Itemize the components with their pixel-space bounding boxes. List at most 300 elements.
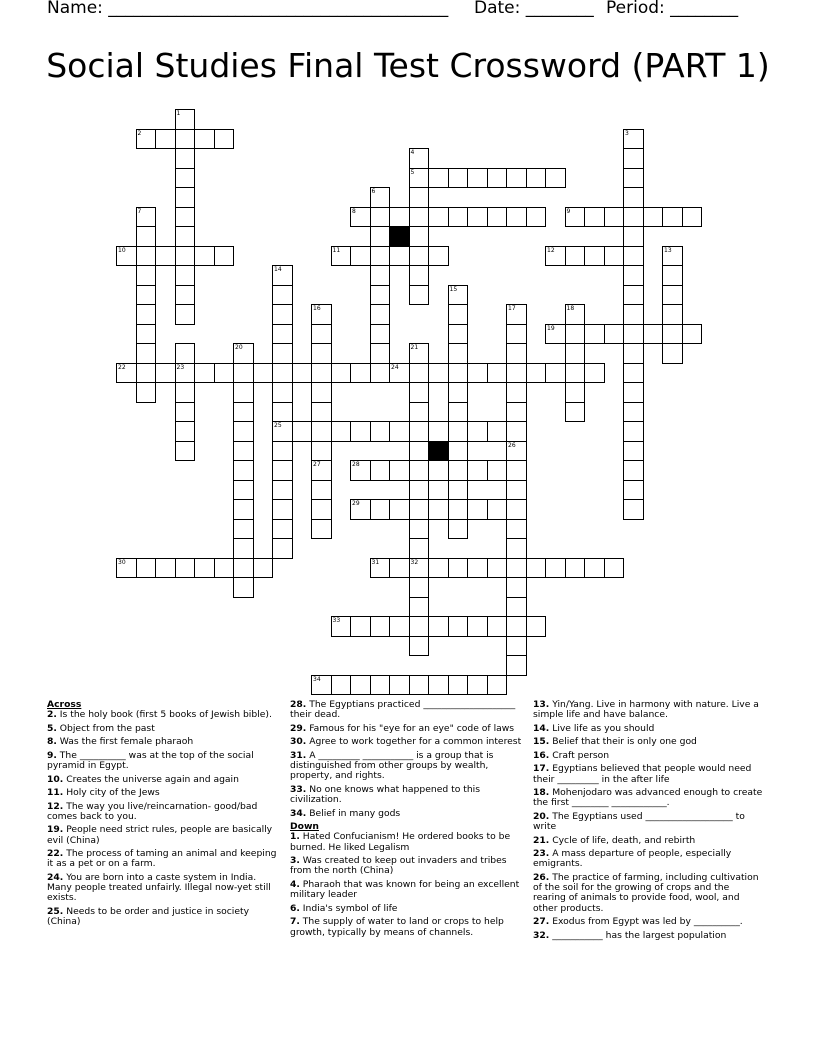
grid-cell[interactable] bbox=[136, 226, 157, 247]
grid-cell[interactable] bbox=[565, 324, 586, 345]
grid-cell[interactable] bbox=[467, 363, 488, 384]
grid-cell[interactable] bbox=[526, 168, 547, 189]
grid-cell[interactable] bbox=[233, 402, 254, 423]
clue-item bbox=[47, 751, 279, 772]
grid-cell[interactable] bbox=[116, 363, 137, 384]
grid-cell[interactable] bbox=[311, 519, 332, 540]
grid-cell[interactable] bbox=[136, 246, 157, 267]
grid-cell[interactable] bbox=[370, 304, 391, 325]
grid-cell[interactable] bbox=[350, 675, 371, 696]
grid-cell[interactable] bbox=[350, 246, 371, 267]
grid-cell[interactable] bbox=[136, 129, 157, 150]
grid-cell[interactable] bbox=[389, 558, 410, 579]
grid-cell[interactable] bbox=[409, 207, 430, 228]
grid-cell[interactable] bbox=[155, 129, 176, 150]
grid-cell[interactable] bbox=[311, 343, 332, 364]
grid-cell[interactable] bbox=[409, 675, 430, 696]
grid-cell[interactable] bbox=[428, 675, 449, 696]
grid-cell[interactable] bbox=[545, 558, 566, 579]
grid-cell[interactable] bbox=[370, 460, 391, 481]
grid-cell[interactable] bbox=[565, 382, 586, 403]
grid-cell[interactable] bbox=[331, 363, 352, 384]
grid-cell[interactable] bbox=[272, 519, 293, 540]
grid-cell[interactable] bbox=[448, 558, 469, 579]
grid-cell[interactable] bbox=[526, 207, 547, 228]
grid-cell[interactable] bbox=[662, 343, 683, 364]
grid-cell[interactable] bbox=[623, 499, 644, 520]
grid-cell[interactable] bbox=[448, 343, 469, 364]
grid-cell[interactable] bbox=[506, 636, 527, 657]
grid-cell[interactable] bbox=[565, 207, 586, 228]
grid-cell[interactable] bbox=[370, 343, 391, 364]
grid-cell[interactable] bbox=[155, 246, 176, 267]
grid-cell[interactable] bbox=[272, 363, 293, 384]
grid-cell[interactable] bbox=[506, 538, 527, 559]
grid-cell[interactable] bbox=[350, 363, 371, 384]
grid-cell[interactable] bbox=[623, 480, 644, 501]
grid-cell[interactable] bbox=[370, 499, 391, 520]
grid-cell[interactable] bbox=[272, 460, 293, 481]
grid-cell[interactable] bbox=[448, 324, 469, 345]
grid-cell[interactable] bbox=[350, 207, 371, 228]
grid-cell[interactable] bbox=[233, 499, 254, 520]
grid-cell[interactable] bbox=[623, 382, 644, 403]
grid-cell[interactable] bbox=[682, 207, 703, 228]
grid-cell[interactable] bbox=[370, 616, 391, 637]
grid-cell[interactable] bbox=[506, 616, 527, 637]
grid-cell[interactable] bbox=[292, 363, 313, 384]
grid-cell[interactable] bbox=[506, 460, 527, 481]
grid-cell[interactable] bbox=[136, 207, 157, 228]
grid-cell[interactable] bbox=[428, 168, 449, 189]
grid-cell[interactable] bbox=[623, 246, 644, 267]
grid-cell[interactable] bbox=[448, 480, 469, 501]
grid-cell[interactable] bbox=[311, 324, 332, 345]
clue-text: The Egyptians practiced ____________________ their dead. bbox=[290, 699, 516, 721]
grid-cell[interactable] bbox=[487, 421, 508, 442]
grid-cell[interactable] bbox=[409, 226, 430, 247]
grid-cell[interactable] bbox=[506, 207, 527, 228]
grid-cell[interactable] bbox=[506, 402, 527, 423]
grid-cell[interactable] bbox=[506, 558, 527, 579]
grid-cell[interactable] bbox=[506, 421, 527, 442]
clue-text: People need strict rules, people are basically evil (China) bbox=[47, 824, 273, 846]
grid-cell[interactable] bbox=[506, 382, 527, 403]
grid-cell[interactable] bbox=[467, 460, 488, 481]
grid-cell[interactable] bbox=[604, 324, 625, 345]
grid-cell[interactable] bbox=[175, 304, 196, 325]
clue-number: 9. bbox=[47, 749, 57, 761]
grid-cell[interactable] bbox=[370, 187, 391, 208]
grid-cell[interactable] bbox=[175, 109, 196, 130]
grid-cell[interactable] bbox=[467, 616, 488, 637]
grid-cell[interactable] bbox=[623, 207, 644, 228]
grid-cell[interactable] bbox=[662, 246, 683, 267]
grid-cell[interactable] bbox=[448, 363, 469, 384]
grid-cell[interactable] bbox=[506, 343, 527, 364]
grid-cell[interactable] bbox=[233, 382, 254, 403]
clue-item bbox=[47, 802, 279, 823]
grid-cell[interactable] bbox=[448, 441, 469, 462]
grid-cell[interactable] bbox=[506, 597, 527, 618]
grid-cell[interactable] bbox=[467, 421, 488, 442]
grid-cell[interactable] bbox=[175, 421, 196, 442]
grid-cell[interactable] bbox=[272, 285, 293, 306]
grid-cell[interactable] bbox=[272, 324, 293, 345]
grid-cell[interactable] bbox=[175, 343, 196, 364]
clue-number-label: 2 bbox=[137, 129, 142, 137]
clue-item bbox=[290, 880, 522, 901]
grid-block-cell bbox=[428, 441, 449, 462]
grid-cell[interactable] bbox=[643, 324, 664, 345]
grid-cell[interactable] bbox=[175, 382, 196, 403]
grid-cell[interactable] bbox=[428, 421, 449, 442]
grid-cell[interactable] bbox=[116, 246, 137, 267]
grid-cell[interactable] bbox=[545, 246, 566, 267]
grid-cell[interactable] bbox=[623, 129, 644, 150]
grid-cell[interactable] bbox=[311, 382, 332, 403]
grid-cell[interactable] bbox=[350, 499, 371, 520]
grid-cell[interactable] bbox=[467, 558, 488, 579]
grid-cell[interactable] bbox=[506, 363, 527, 384]
grid-cell[interactable] bbox=[428, 363, 449, 384]
clue-item bbox=[533, 751, 765, 761]
grid-cell[interactable] bbox=[194, 363, 215, 384]
grid-cell[interactable] bbox=[448, 421, 469, 442]
grid-cell[interactable] bbox=[175, 558, 196, 579]
grid-cell[interactable] bbox=[506, 480, 527, 501]
grid-cell[interactable] bbox=[194, 246, 215, 267]
clue-text: Live life as you should bbox=[549, 722, 655, 734]
grid-cell[interactable] bbox=[526, 616, 547, 637]
grid-cell[interactable] bbox=[409, 460, 430, 481]
clue-number: 17. bbox=[533, 763, 550, 775]
grid-cell[interactable] bbox=[370, 324, 391, 345]
grid-cell[interactable] bbox=[331, 246, 352, 267]
clue-item bbox=[533, 931, 765, 941]
clue-item bbox=[290, 904, 522, 914]
grid-cell[interactable] bbox=[389, 616, 410, 637]
grid-cell[interactable] bbox=[506, 324, 527, 345]
clue-number: 25. bbox=[47, 905, 64, 917]
grid-cell[interactable] bbox=[428, 499, 449, 520]
grid-cell[interactable] bbox=[136, 285, 157, 306]
grid-cell[interactable] bbox=[331, 675, 352, 696]
grid-cell[interactable] bbox=[214, 363, 235, 384]
grid-cell[interactable] bbox=[233, 538, 254, 559]
grid-cell[interactable] bbox=[175, 441, 196, 462]
grid-cell[interactable] bbox=[623, 187, 644, 208]
grid-cell[interactable] bbox=[623, 402, 644, 423]
grid-cell[interactable] bbox=[331, 616, 352, 637]
clue-number-label: 3 bbox=[625, 129, 629, 137]
grid-cell[interactable] bbox=[233, 363, 254, 384]
grid-cell[interactable] bbox=[311, 304, 332, 325]
grid-cell[interactable] bbox=[175, 265, 196, 286]
grid-cell[interactable] bbox=[370, 558, 391, 579]
grid-cell[interactable] bbox=[409, 246, 430, 267]
grid-cell[interactable] bbox=[350, 421, 371, 442]
grid-cell[interactable] bbox=[233, 343, 254, 364]
grid-cell[interactable] bbox=[487, 207, 508, 228]
grid-cell[interactable] bbox=[350, 460, 371, 481]
grid-cell[interactable] bbox=[370, 421, 391, 442]
grid-cell[interactable] bbox=[389, 499, 410, 520]
grid-cell[interactable] bbox=[604, 246, 625, 267]
grid-cell[interactable] bbox=[409, 382, 430, 403]
grid-cell[interactable] bbox=[136, 382, 157, 403]
grid-cell[interactable] bbox=[272, 265, 293, 286]
grid-cell[interactable] bbox=[526, 558, 547, 579]
grid-cell[interactable] bbox=[233, 577, 254, 598]
grid-cell[interactable] bbox=[233, 421, 254, 442]
grid-cell[interactable] bbox=[370, 285, 391, 306]
grid-cell[interactable] bbox=[253, 363, 274, 384]
grid-cell[interactable] bbox=[584, 558, 605, 579]
grid-cell[interactable] bbox=[623, 285, 644, 306]
grid-cell[interactable] bbox=[409, 480, 430, 501]
name-field-label: Name: ________________________________________ bbox=[47, 0, 449, 18]
grid-cell[interactable] bbox=[604, 558, 625, 579]
grid-cell[interactable] bbox=[155, 363, 176, 384]
grid-cell[interactable] bbox=[506, 519, 527, 540]
grid-cell[interactable] bbox=[487, 460, 508, 481]
clue-number: 22. bbox=[47, 848, 64, 860]
grid-cell[interactable] bbox=[253, 558, 274, 579]
grid-cell[interactable] bbox=[409, 148, 430, 169]
grid-cell[interactable] bbox=[623, 168, 644, 189]
grid-cell[interactable] bbox=[584, 324, 605, 345]
grid-cell[interactable] bbox=[214, 558, 235, 579]
grid-cell[interactable] bbox=[506, 655, 527, 676]
grid-cell[interactable] bbox=[526, 363, 547, 384]
grid-cell[interactable] bbox=[409, 363, 430, 384]
grid-cell[interactable] bbox=[448, 616, 469, 637]
grid-cell[interactable] bbox=[409, 168, 430, 189]
grid-cell[interactable] bbox=[448, 168, 469, 189]
grid-cell[interactable] bbox=[175, 168, 196, 189]
grid-cell[interactable] bbox=[389, 421, 410, 442]
grid-cell[interactable] bbox=[389, 675, 410, 696]
grid-cell[interactable] bbox=[662, 304, 683, 325]
grid-cell[interactable] bbox=[389, 246, 410, 267]
grid-cell[interactable] bbox=[623, 148, 644, 169]
grid-cell[interactable] bbox=[448, 285, 469, 306]
grid-cell[interactable] bbox=[662, 324, 683, 345]
grid-cell[interactable] bbox=[175, 402, 196, 423]
grid-cell[interactable] bbox=[214, 246, 235, 267]
clue-text: Holy city of the Jews bbox=[63, 787, 160, 799]
grid-cell[interactable] bbox=[662, 265, 683, 286]
grid-cell[interactable] bbox=[448, 675, 469, 696]
grid-cell[interactable] bbox=[565, 343, 586, 364]
grid-cell[interactable] bbox=[409, 636, 430, 657]
grid-cell[interactable] bbox=[175, 187, 196, 208]
grid-cell[interactable] bbox=[233, 519, 254, 540]
grid-cell[interactable] bbox=[272, 382, 293, 403]
grid-cell[interactable] bbox=[409, 285, 430, 306]
grid-cell[interactable] bbox=[331, 421, 352, 442]
grid-cell[interactable] bbox=[448, 304, 469, 325]
grid-cell[interactable] bbox=[409, 538, 430, 559]
grid-cell[interactable] bbox=[272, 499, 293, 520]
grid-cell[interactable] bbox=[175, 285, 196, 306]
grid-cell[interactable] bbox=[175, 226, 196, 247]
grid-cell[interactable] bbox=[370, 207, 391, 228]
grid-cell[interactable] bbox=[233, 558, 254, 579]
grid-cell[interactable] bbox=[272, 343, 293, 364]
grid-cell[interactable] bbox=[311, 402, 332, 423]
grid-cell[interactable] bbox=[233, 480, 254, 501]
grid-cell[interactable] bbox=[428, 558, 449, 579]
grid-cell[interactable] bbox=[311, 441, 332, 462]
grid-cell[interactable] bbox=[662, 285, 683, 306]
grid-cell[interactable] bbox=[389, 363, 410, 384]
grid-cell[interactable] bbox=[272, 480, 293, 501]
grid-cell[interactable] bbox=[409, 597, 430, 618]
grid-cell[interactable] bbox=[584, 207, 605, 228]
grid-cell[interactable] bbox=[623, 265, 644, 286]
grid-cell[interactable] bbox=[409, 421, 430, 442]
grid-cell[interactable] bbox=[448, 460, 469, 481]
grid-cell[interactable] bbox=[623, 441, 644, 462]
grid-cell[interactable] bbox=[389, 207, 410, 228]
grid-cell[interactable] bbox=[194, 129, 215, 150]
grid-cell[interactable] bbox=[487, 499, 508, 520]
grid-cell[interactable] bbox=[311, 363, 332, 384]
grid-cell[interactable] bbox=[272, 441, 293, 462]
grid-cell[interactable] bbox=[487, 616, 508, 637]
grid-cell[interactable] bbox=[467, 499, 488, 520]
grid-cell[interactable] bbox=[311, 460, 332, 481]
grid-cell[interactable] bbox=[292, 421, 313, 442]
grid-cell[interactable] bbox=[370, 226, 391, 247]
grid-cell[interactable] bbox=[175, 246, 196, 267]
grid-cell[interactable] bbox=[448, 519, 469, 540]
grid-cell[interactable] bbox=[175, 129, 196, 150]
grid-cell[interactable] bbox=[155, 558, 176, 579]
grid-cell[interactable] bbox=[175, 207, 196, 228]
grid-cell[interactable] bbox=[623, 226, 644, 247]
clue-item bbox=[47, 825, 279, 846]
grid-cell[interactable] bbox=[370, 675, 391, 696]
grid-cell[interactable] bbox=[136, 265, 157, 286]
grid-cell[interactable] bbox=[623, 324, 644, 345]
grid-cell[interactable] bbox=[487, 558, 508, 579]
grid-cell[interactable] bbox=[272, 421, 293, 442]
grid-cell[interactable] bbox=[311, 499, 332, 520]
grid-cell[interactable] bbox=[662, 207, 683, 228]
grid-cell[interactable] bbox=[409, 441, 430, 462]
grid-cell[interactable] bbox=[448, 382, 469, 403]
grid-cell[interactable] bbox=[136, 304, 157, 325]
grid-cell[interactable] bbox=[194, 558, 215, 579]
grid-cell[interactable] bbox=[506, 577, 527, 598]
grid-cell[interactable] bbox=[175, 363, 196, 384]
grid-cell[interactable] bbox=[370, 363, 391, 384]
grid-cell[interactable] bbox=[448, 402, 469, 423]
grid-cell[interactable] bbox=[487, 363, 508, 384]
grid-cell[interactable] bbox=[409, 187, 430, 208]
grid-cell[interactable] bbox=[623, 460, 644, 481]
grid-cell[interactable] bbox=[506, 304, 527, 325]
grid-cell[interactable] bbox=[565, 246, 586, 267]
grid-cell[interactable] bbox=[487, 168, 508, 189]
grid-cell[interactable] bbox=[545, 324, 566, 345]
grid-cell[interactable] bbox=[409, 577, 430, 598]
grid-cell[interactable] bbox=[565, 363, 586, 384]
grid-cell[interactable] bbox=[136, 558, 157, 579]
grid-cell[interactable] bbox=[272, 304, 293, 325]
grid-cell[interactable] bbox=[623, 421, 644, 442]
grid-cell[interactable] bbox=[311, 421, 332, 442]
grid-cell[interactable] bbox=[272, 538, 293, 559]
grid-cell[interactable] bbox=[116, 558, 137, 579]
grid-cell[interactable] bbox=[565, 304, 586, 325]
grid-cell[interactable] bbox=[643, 207, 664, 228]
grid-cell[interactable] bbox=[448, 499, 469, 520]
grid-cell[interactable] bbox=[467, 675, 488, 696]
grid-cell[interactable] bbox=[506, 441, 527, 462]
grid-cell[interactable] bbox=[409, 343, 430, 364]
grid-cell[interactable] bbox=[584, 246, 605, 267]
grid-cell[interactable] bbox=[214, 129, 235, 150]
grid-cell[interactable] bbox=[448, 207, 469, 228]
grid-cell[interactable] bbox=[389, 460, 410, 481]
grid-cell[interactable] bbox=[467, 168, 488, 189]
grid-cell[interactable] bbox=[428, 207, 449, 228]
grid-cell[interactable] bbox=[370, 246, 391, 267]
grid-cell[interactable] bbox=[545, 168, 566, 189]
grid-cell[interactable] bbox=[233, 441, 254, 462]
grid-cell[interactable] bbox=[136, 343, 157, 364]
grid-cell[interactable] bbox=[682, 324, 703, 345]
grid-cell[interactable] bbox=[623, 363, 644, 384]
grid-cell[interactable] bbox=[623, 343, 644, 364]
clue-text: Belief that their is only one god bbox=[549, 736, 697, 748]
grid-cell[interactable] bbox=[604, 207, 625, 228]
grid-cell[interactable] bbox=[175, 148, 196, 169]
grid-cell[interactable] bbox=[136, 324, 157, 345]
grid-cell[interactable] bbox=[311, 480, 332, 501]
grid-cell[interactable] bbox=[350, 616, 371, 637]
grid-cell[interactable] bbox=[409, 402, 430, 423]
grid-cell[interactable] bbox=[506, 168, 527, 189]
grid-cell[interactable] bbox=[272, 402, 293, 423]
grid-cell[interactable] bbox=[506, 499, 527, 520]
grid-cell[interactable] bbox=[623, 304, 644, 325]
grid-cell[interactable] bbox=[311, 675, 332, 696]
grid-cell[interactable] bbox=[565, 558, 586, 579]
grid-cell[interactable] bbox=[136, 363, 157, 384]
grid-cell[interactable] bbox=[409, 616, 430, 637]
grid-cell[interactable] bbox=[428, 246, 449, 267]
grid-cell[interactable] bbox=[409, 519, 430, 540]
grid-cell[interactable] bbox=[545, 363, 566, 384]
grid-cell[interactable] bbox=[584, 363, 605, 384]
grid-cell[interactable] bbox=[370, 265, 391, 286]
grid-cell[interactable] bbox=[565, 402, 586, 423]
grid-cell[interactable] bbox=[428, 460, 449, 481]
grid-cell[interactable] bbox=[428, 616, 449, 637]
grid-cell[interactable] bbox=[409, 265, 430, 286]
grid-cell[interactable] bbox=[233, 460, 254, 481]
grid-cell[interactable] bbox=[467, 207, 488, 228]
grid-cell[interactable] bbox=[409, 499, 430, 520]
grid-cell[interactable] bbox=[487, 675, 508, 696]
clue-number-label: 30 bbox=[118, 558, 126, 566]
grid-cell[interactable] bbox=[409, 558, 430, 579]
